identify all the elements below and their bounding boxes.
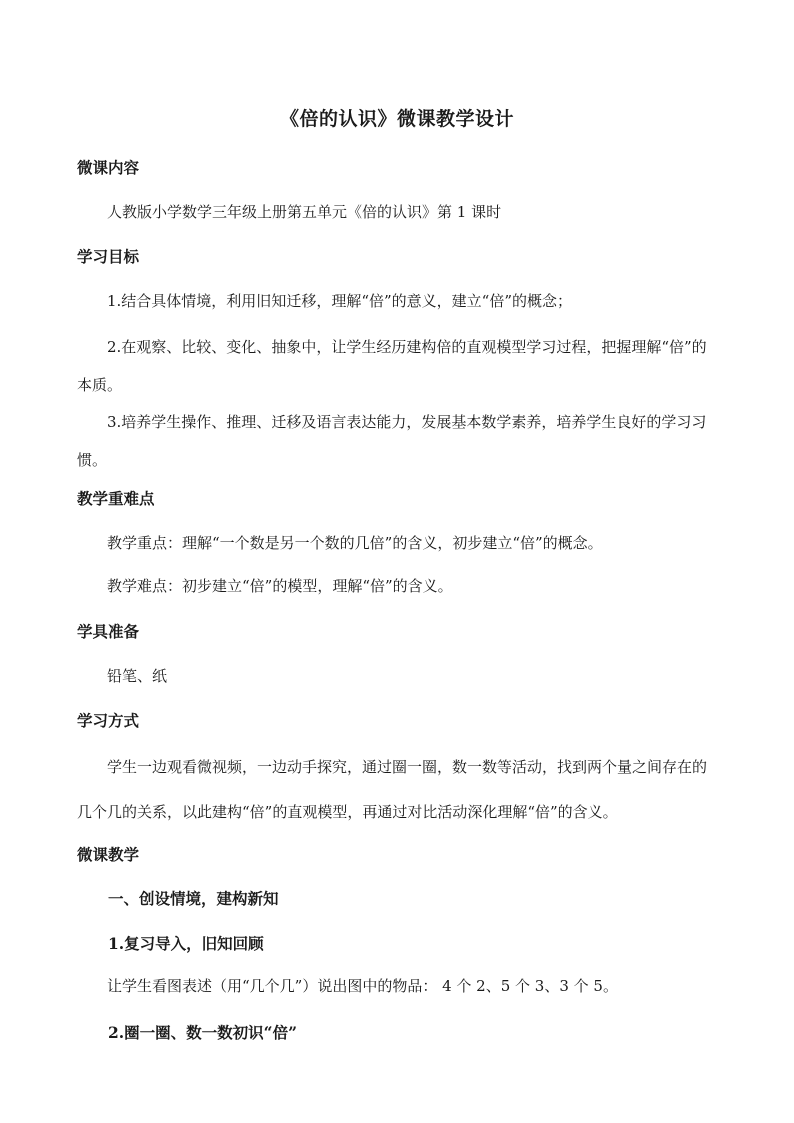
heading-goals: 学习目标 [77, 247, 140, 266]
heading-method: 学习方式 [77, 711, 140, 730]
goal-item-2: 2.在观察、比较、变化、抽象中，让学生经历建构倍的直观模型学习过程，把握理解“倍”的本质。 [77, 338, 707, 394]
teaching-part-1: 一、创设情境，建构新知 [108, 889, 279, 908]
goal-item-3: 3.培养学生操作、推理、迁移及语言表达能力，发展基本数学素养，培养学生良好的学习习惯。 [77, 413, 707, 469]
heading-teaching: 微课教学 [77, 845, 140, 864]
content-text: 人教版小学数学三年级上册第五单元《倍的认识》第 1 课时 [107, 203, 502, 221]
method-text: 学生一边观看微视频，一边动手探究，通过圈一圈，数一数等活动，找到两个量之间存在的几个几的关系，以此建构“倍”的直观模型，再通过对比活动深化理解“倍”的含义。 [77, 758, 708, 821]
step-2-title: 2.圈一圈、数一数初识“倍” [108, 1023, 298, 1042]
heading-content: 微课内容 [77, 158, 140, 177]
key-point-focus: 教学重点：理解“一个数是另一个数的几倍”的含义，初步建立“倍”的概念。 [107, 534, 603, 552]
key-point-difficulty: 教学难点：初步建立“倍”的模型，理解“倍”的含义。 [107, 577, 453, 595]
document-title: 《倍的认识》微课教学设计 [279, 108, 514, 130]
heading-key-points: 教学重难点 [77, 489, 155, 508]
step-1-text: 让学生看图表述（用“几个几”）说出图中的物品： 4 个 2、5 个 3、3 个 5。 [107, 977, 618, 995]
materials-text: 铅笔、纸 [107, 667, 168, 685]
goal-item-1: 1.结合具体情境，利用旧知迁移，理解“倍”的意义，建立“倍”的概念； [107, 292, 572, 310]
step-1-title: 1.复习导入，旧知回顾 [108, 934, 264, 953]
heading-materials: 学具准备 [77, 622, 140, 641]
